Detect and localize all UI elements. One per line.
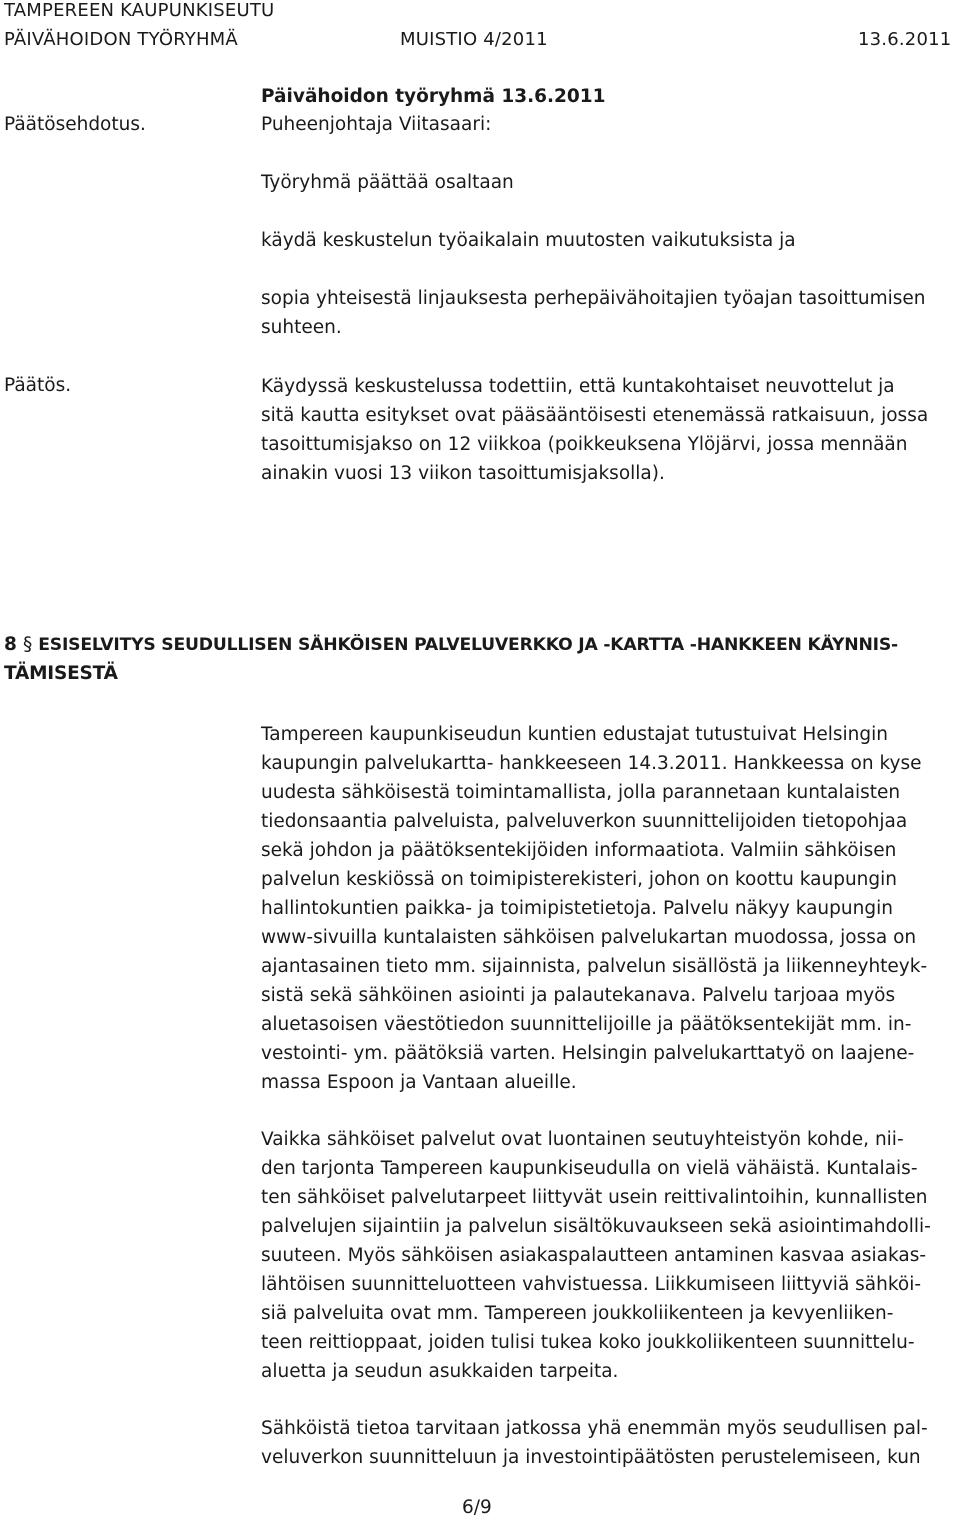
header-memo: MUISTIO 4/2011 (400, 29, 548, 50)
paragraph-line: Vaikka sähköiset palvelut ovat luontainen seutuyhteistyön kohde, nii- (261, 1129, 904, 1150)
header-group: PÄIVÄHOIDON TYÖRYHMÄ (4, 29, 238, 50)
paragraph-line: aluetta ja seudun asukkaiden tarpeita. (261, 1361, 619, 1382)
paragraph-line: lähtöisen suunnitteluotteen vahvistuessa. Liikkumiseen liittyviä sähköi- (261, 1274, 922, 1295)
section-title-line1: ESISELVITYS SEUDULLISEN SÄHKÖISEN PALVELUVERKKO JA -KARTTA -HANKKEEN KÄYNNIS- (38, 635, 898, 655)
decision-line: Käydyssä keskustelussa todettiin, että kuntakohtaiset neuvottelut ja (261, 376, 895, 397)
paragraph-line: tiedonsaantia palveluista, palveluverkon suunnittelijoiden tietopohjaa (261, 811, 908, 832)
paragraph-line: ajantasainen tieto mm. sijainnista, palvelun sisällöstä ja liikenneyhteyk- (261, 956, 928, 977)
paragraph-line: vestointi- ym. päätöksiä varten. Helsingin palvelukarttatyö on laajene- (261, 1043, 915, 1064)
paragraph-line: Tampereen kaupunkiseudun kuntien edustajat tutustuivat Helsingin (261, 724, 888, 745)
paragraph-line: siä palveluita ovat mm. Tampereen joukkoliikenteen ja kevyenliiken- (261, 1303, 894, 1324)
proposal-line: suhteen. (261, 317, 342, 338)
paragraph-line: www-sivuilla kuntalaisten sähköisen palvelukartan muodossa, jossa on (261, 927, 917, 948)
paragraph-line: suuteen. Myös sähköisen asiakaspalautteen antaminen kasvaa asiakas- (261, 1245, 927, 1266)
section-paragraph-3 (261, 1414, 951, 1472)
header-date: 13.6.2011 (858, 29, 952, 50)
paragraph-line: den tarjonta Tampereen kaupunkiseudulla on vielä vähäistä. Kuntalais- (261, 1158, 918, 1179)
section-number: 8 (4, 634, 17, 655)
paragraph-line: Sähköistä tietoa tarvitaan jatkossa yhä enemmän myös seudullisen pal- (261, 1418, 928, 1439)
paragraph-line: aluetasoisen väestötiedon suunnittelijoille ja päätöksentekijät mm. in- (261, 1014, 912, 1035)
paragraph-line: palvelun keskiössä on toimipisterekisteri, johon on koottu kaupungin (261, 869, 898, 890)
proposal-line: sopia yhteisestä linjauksesta perhepäivähoitajien työajan tasoittumisen (261, 288, 926, 309)
paragraph-line: ten sähköiset palvelutarpeet liittyvät usein reittivalintoihin, kunnallisten (261, 1187, 928, 1208)
section-title (4, 634, 898, 655)
paragraph-line: sistä sekä sähköinen asiointi ja palautekanava. Palvelu tarjoaa myös (261, 985, 896, 1006)
header-org: TAMPEREEN KAUPUNKISEUTU (4, 0, 275, 21)
paragraph-line: uudesta sähköisestä toimintamallista, jolla parannetaan kuntalaisten (261, 782, 901, 803)
decision-line: sitä kautta esitykset ovat pääsääntöisesti etenemässä ratkaisuun, jossa (261, 405, 929, 426)
decision-text (261, 372, 951, 488)
paragraph-line: teen reittioppaat, joiden tulisi tukea koko joukkoliikenteen suunnittelu- (261, 1332, 915, 1353)
section-paragraph-2 (261, 1125, 951, 1386)
paragraph-line: veluverkon suunnitteluun ja investointipäätösten perustelemiseen, kun (261, 1447, 921, 1468)
proposal-line: Työryhmä päättää osaltaan (261, 172, 514, 193)
proposal-line: käydä keskustelun työaikalain muutosten vaikutuksista ja (261, 230, 796, 251)
paragraph-line: kaupungin palvelukartta- hankkeeseen 14.3.2011. Hankkeessa on kyse (261, 753, 922, 774)
decision-line: tasoittumisjakso on 12 viikkoa (poikkeuksena Ylöjärvi, jossa mennään (261, 434, 908, 455)
section-title-line2: TÄMISESTÄ (4, 663, 118, 684)
page-number: 6/9 (462, 1497, 492, 1518)
section-sign: § (22, 634, 32, 655)
section-paragraph-1 (261, 720, 951, 1097)
meeting-chair: Puheenjohtaja Viitasaari: (261, 114, 492, 135)
proposal-label: Päätösehdotus. (4, 114, 146, 135)
paragraph-line: palvelujen sijaintiin ja palvelun sisältökuvaukseen sekä asiointimahdolli- (261, 1216, 931, 1237)
decision-line: ainakin vuosi 13 viikon tasoittumisjaksolla). (261, 463, 665, 484)
paragraph-line: sekä johdon ja päätöksentekijöiden informaatiota. Valmiin sähköisen (261, 840, 897, 861)
paragraph-line: hallintokuntien paikka- ja toimipistetietoja. Palvelu näkyy kaupungin (261, 898, 893, 919)
meeting-heading: Päivähoidon työryhmä 13.6.2011 (261, 86, 606, 107)
decision-label: Päätös. (4, 375, 72, 396)
paragraph-line: massa Espoon ja Vantaan alueille. (261, 1072, 577, 1093)
